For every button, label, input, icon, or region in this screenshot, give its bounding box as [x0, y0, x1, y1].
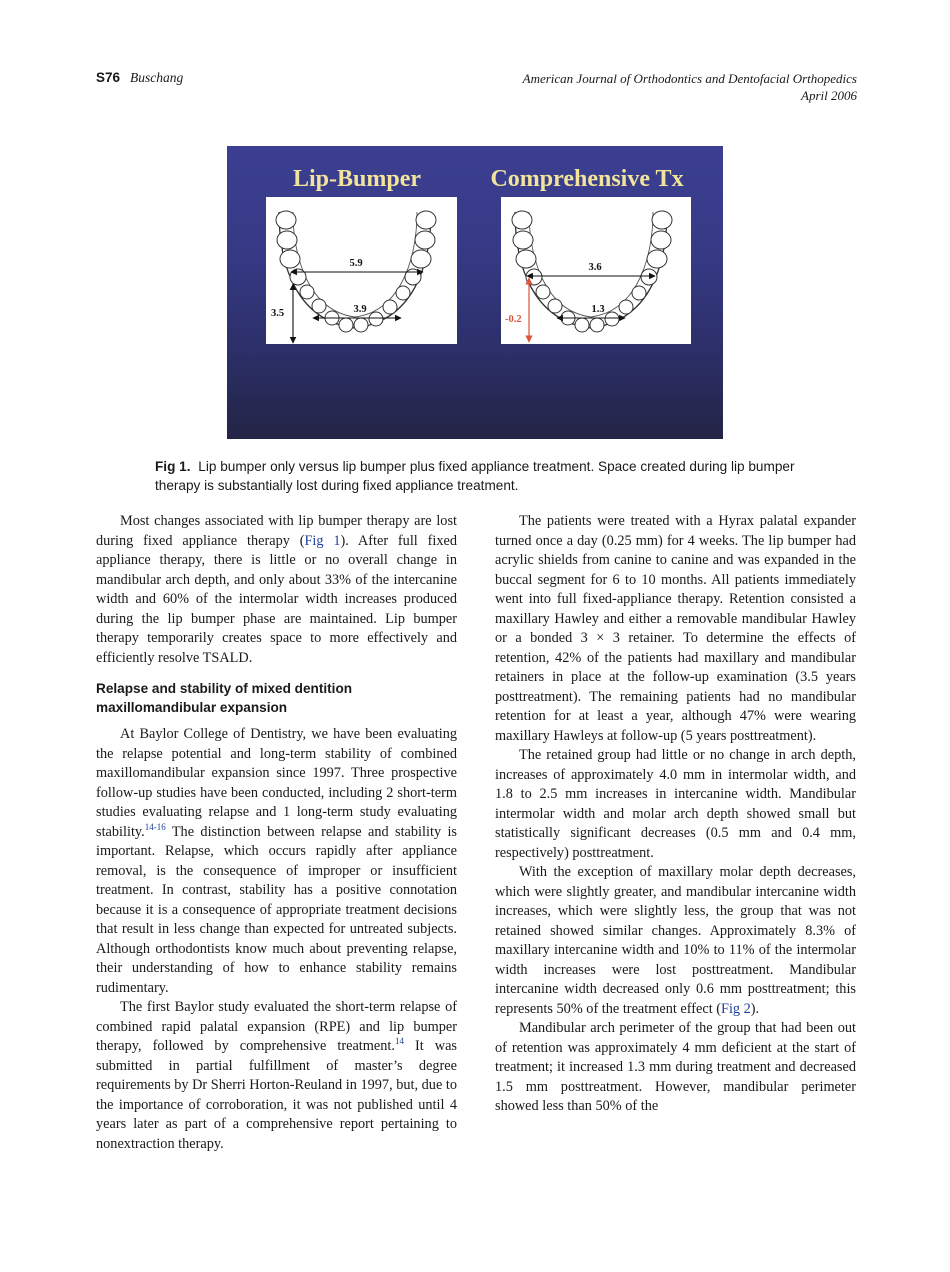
running-header-right — [523, 70, 857, 104]
figure-1-slide — [227, 146, 723, 439]
panel-title-lip-bumper: Lip-Bumper — [292, 166, 422, 192]
depth-value-right: -0.2 — [505, 314, 522, 325]
running-author: Buschang — [130, 70, 184, 85]
caption-label: Fig 1. — [155, 459, 191, 474]
figure-1 — [227, 146, 723, 439]
paragraph — [96, 998, 457, 1154]
paragraph — [495, 863, 856, 1019]
figure-link[interactable]: Fig 2 — [721, 1000, 751, 1017]
paragraph: Mandibular arch perimeter of the group that had been out of retention was approximately 4 mm deficient at the start of treatment; it increased 1.3 mm during treatment and decreased 1.5 mm posttreatment. However, mandibular perimeter showed less than 50% of the — [495, 1020, 856, 1114]
paragraph: The retained group had little or no change in arch depth, increases of approximately 4.0 mm in intermolar width, and 1.8 to 2.5 mm increases in intercanine width. Mandibular intermolar width and molar arch depth showed small but statistically significant decreases (0.5 mm and 0.4 mm, respectively) posttreatment. — [495, 747, 856, 861]
issue-date: April 2006 — [801, 88, 857, 103]
caption-text: Lip bumper only versus lip bumper plus fixed appliance treatment. Space created during lip bumper therapy is substantially lost during fixed appliance treatment. — [155, 459, 795, 493]
text-run: Most changes associated with lip bumper therapy are lost during fixed appliance therapy ( — [96, 513, 457, 549]
upper-width-value-right: 3.6 — [588, 262, 602, 273]
arch-diagram-lip-bumper — [266, 197, 457, 344]
figure-caption — [155, 458, 815, 495]
figure-link[interactable]: Fig 1 — [304, 532, 341, 549]
lower-width-value-right: 1.3 — [591, 304, 605, 315]
paragraph — [96, 725, 457, 998]
running-header-left — [96, 70, 183, 86]
upper-width-value-left: 5.9 — [349, 258, 363, 269]
depth-value-left: 3.5 — [271, 308, 285, 319]
page-number: S76 — [96, 70, 121, 85]
reference-link[interactable]: 14-16 — [144, 821, 166, 832]
text-run: With the exception of maxillary molar depth decreases, which were slightly greater, and mandibular intercanine width increases, which were slightly less, the group that was not retained showed similar changes. Approximately 8.3% of maxillary intercanine width and 10% to 11% of the intermolar width increases were lost posttreatment. Mandibular intercanine width decreased only 0.6 mm posttreatment; this represents 50% of the treatment effect ( — [495, 864, 856, 1017]
reference-link[interactable]: 14 — [394, 1036, 404, 1047]
text-run: ). — [750, 1000, 760, 1017]
text-run: At Baylor College of Dentistry, we have been evaluating the relapse potential and long-term stability of combined maxillomandibular expansion since 1997. Three prospective follow-up studies have been conducted, including 2 short-term studies evaluating relapse and 1 long-term study evaluating stability. — [96, 726, 457, 840]
lower-width-value-left: 3.9 — [353, 304, 367, 315]
journal-name: American Journal of Orthodontics and Dentofacial Orthopedics — [522, 71, 857, 86]
arch-diagram-comprehensive — [501, 197, 691, 344]
section-heading: Relapse and stability of mixed dentition maxillomandibular expansion — [96, 681, 353, 715]
text-run: It was submitted in partial fulfillment of master’s degree requirements by Dr Sherri Horton-Reuland in 1997, but, due to the importance of corroboration, it was not published until 4 years later as part of a comprehensive report pertaining to nonextraction therapy. — [96, 1038, 458, 1152]
text-run: The first Baylor study evaluated the short-term relapse of combined rapid palatal expansion (RPE) and lip bumper therapy, followed by comprehensive treatment. — [96, 999, 457, 1054]
text-run: ). After full fixed appliance therapy, there is little or no overall change in mandibular arch depth, and only about 33% of the intercanine width and 60% of the intermolar width increases produced during the lip bumper phase are maintained. Lip bumper therapy temporarily creates space to more effectively and efficiently resolve TSALD. — [96, 532, 457, 666]
panel-title-comprehensive: Comprehensive Tx — [490, 166, 684, 192]
paragraph — [96, 512, 457, 668]
paragraph: The patients were treated with a Hyrax palatal expander turned once a day (0.25 mm) for 4 weeks. The lip bumper had acrylic shields from canine to canine and was expanded in the buccal segment for 6 to 10 months. All patients immediately went into full fixed-appliance therapy. Retention consisted a maxillary Hawley and either a removable mandibular Hawley or a bonded 3 × 3 retainer. To determine the effects of retention, 42% of the patients had maxillary and mandibular retainers in place at the follow-up examination (3.5 years posttreatment). The remaining patients had no mandibular retention for at least a year, although 47% were wearing maxillary Hawleys at follow-up (5 years posttreatment). — [495, 513, 856, 744]
left-column — [96, 512, 457, 1154]
text-run: The distinction between relapse and stability is important. Relapse, which occurs rapidly after appliance removal, is the consequence of improper or insufficient treatment. In contrast, stability has a positive connotation because it is a consequence of appropriate treatment decisions that result in less change than expected for untreated subjects. Although orthodontists know much about preventing relapse, their understanding of how to enhance stability remains rudimentary. — [96, 823, 457, 996]
right-column — [495, 512, 856, 1117]
